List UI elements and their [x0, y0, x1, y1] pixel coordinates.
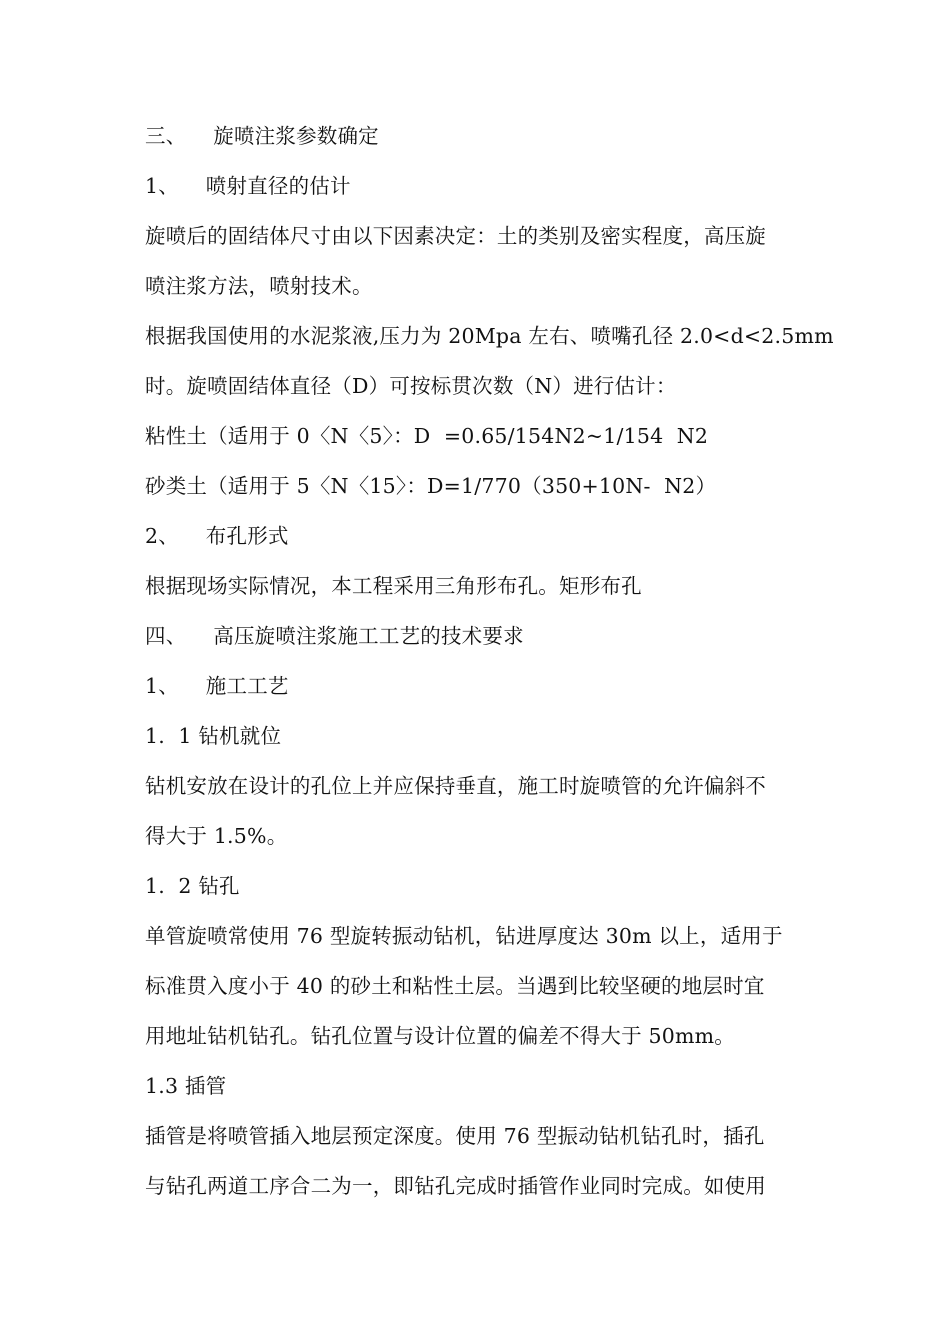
- formula-line-clay: 粘性土（适用于 0〈N〈5〉：D =0.65/154N2~1/154 N2: [145, 424, 709, 448]
- subheading-rig-positioning: 1. 1 钻机就位: [145, 724, 282, 748]
- subheading-spray-diameter: 1、 喷射直径的估计: [145, 174, 351, 198]
- paragraph-line: 插管是将喷管插入地层预定深度。使用 76 型振动钻机钻孔时，插孔: [145, 1124, 765, 1148]
- section-heading-3: 三、 旋喷注浆参数确定: [145, 124, 379, 148]
- subheading-process: 1、 施工工艺: [145, 674, 289, 698]
- subheading-drilling: 1. 2 钻孔: [145, 874, 240, 898]
- paragraph-line: 喷注浆方法，喷射技术。: [145, 274, 373, 298]
- paragraph-line: 根据我国使用的水泥浆液,压力为 20Mpa 左右、喷嘴孔径 2.0<d<2.5mm: [145, 324, 834, 348]
- paragraph-line: 根据现场实际情况，本工程采用三角形布孔。矩形布孔: [145, 574, 642, 598]
- subheading-hole-layout: 2、 布孔形式: [145, 524, 289, 548]
- paragraph-line: 单管旋喷常使用 76 型旋转振动钻机，钻进厚度达 30m 以上，适用于: [145, 924, 783, 948]
- paragraph-line: 旋喷后的固结体尺寸由以下因素决定：土的类别及密实程度，高压旋: [145, 224, 766, 248]
- section-heading-4: 四、 高压旋喷注浆施工工艺的技术要求: [145, 624, 524, 648]
- paragraph-line: 与钻孔两道工序合二为一，即钻孔完成时插管作业同时完成。如使用: [145, 1174, 766, 1198]
- paragraph-line: 用地址钻机钻孔。钻孔位置与设计位置的偏差不得大于 50mm。: [145, 1024, 735, 1048]
- paragraph-line: 得大于 1.5%。: [145, 824, 288, 848]
- paragraph-line: 标准贯入度小于 40 的砂土和粘性土层。当遇到比较坚硬的地层时宜: [145, 974, 765, 998]
- subheading-pipe-insertion: 1.3 插管: [145, 1074, 227, 1098]
- paragraph-line: 时。旋喷固结体直径（D）可按标贯次数（N）进行估计：: [145, 374, 677, 398]
- formula-line-sand: 砂类土（适用于 5〈N〈15〉：D=1/770（350+10N- N2）: [145, 474, 717, 498]
- paragraph-line: 钻机安放在设计的孔位上并应保持垂直，施工时旋喷管的允许偏斜不: [145, 774, 766, 798]
- document-body: [145, 116, 834, 1216]
